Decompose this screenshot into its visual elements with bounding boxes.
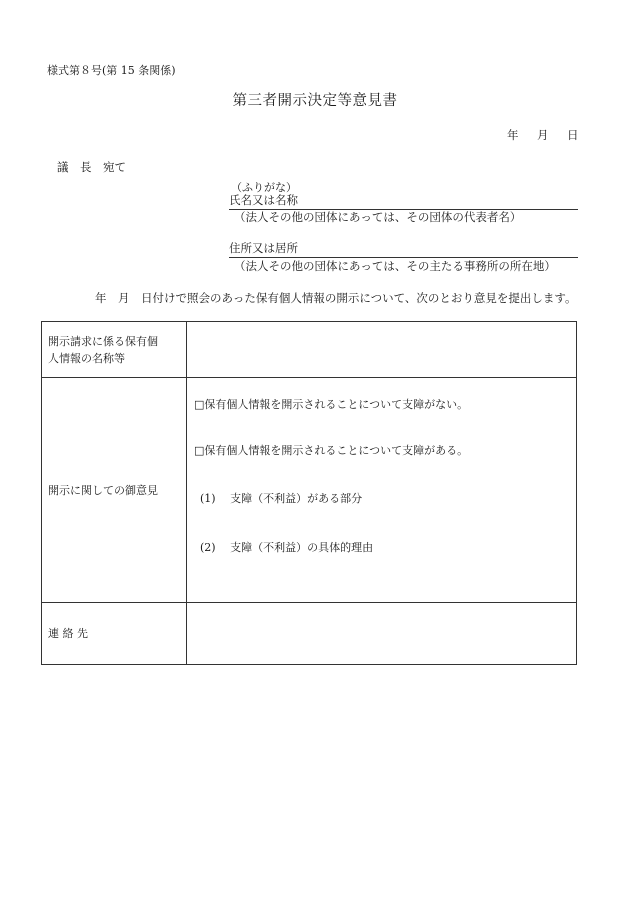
option-no-objection[interactable]: □保有個人情報を開示されることについて支障がない。 (194, 398, 469, 411)
address-label: 住所又は居所 (229, 241, 298, 255)
sub-item-affected-part: (1) 支障（不利益）がある部分 (200, 492, 363, 505)
recipient: 議 長 宛て (57, 160, 126, 174)
table-row-contact (42, 603, 577, 665)
sub-item-specific-reason: (2) 支障（不利益）の具体的理由 (200, 541, 374, 554)
name-label: 氏名又は名称 (229, 193, 298, 207)
record-name-label-line1: 開示請求に係る保有個 (48, 334, 158, 348)
opinion-label: 開示に関しての御意見 (42, 378, 187, 603)
furigana-label: （ふりがな） (231, 181, 297, 194)
date-year: 年 (507, 128, 519, 142)
opinion-table (41, 321, 577, 665)
name-field[interactable] (229, 192, 578, 210)
form-number: 様式第８号(第 15 条関係) (47, 64, 176, 77)
table-row-record-name (42, 322, 577, 378)
record-name-field[interactable] (187, 322, 577, 378)
document-title: 第三者開示決定等意見書 (232, 93, 398, 109)
name-note: （法人その他の団体にあっては、その団体の代表者名） (234, 210, 522, 224)
record-name-label-line2: 人情報の名称等 (48, 351, 125, 365)
date-month: 月 (537, 128, 549, 142)
date-day: 日 (567, 128, 579, 142)
table-row-opinion (42, 378, 577, 603)
opinion-content (187, 378, 577, 603)
statement-text: 年 月 日付けで照会のあった保有個人情報の開示について、次のとおり意見を提出します。 (95, 291, 577, 305)
option-objection[interactable]: □保有個人情報を開示されることについて支障がある。 (194, 444, 469, 457)
address-note: （法人その他の団体にあっては、その主たる事務所の所在地） (234, 259, 556, 273)
record-name-label (42, 322, 187, 378)
address-field[interactable] (229, 240, 578, 258)
contact-field[interactable] (187, 603, 577, 665)
contact-label: 連 絡 先 (42, 603, 187, 665)
